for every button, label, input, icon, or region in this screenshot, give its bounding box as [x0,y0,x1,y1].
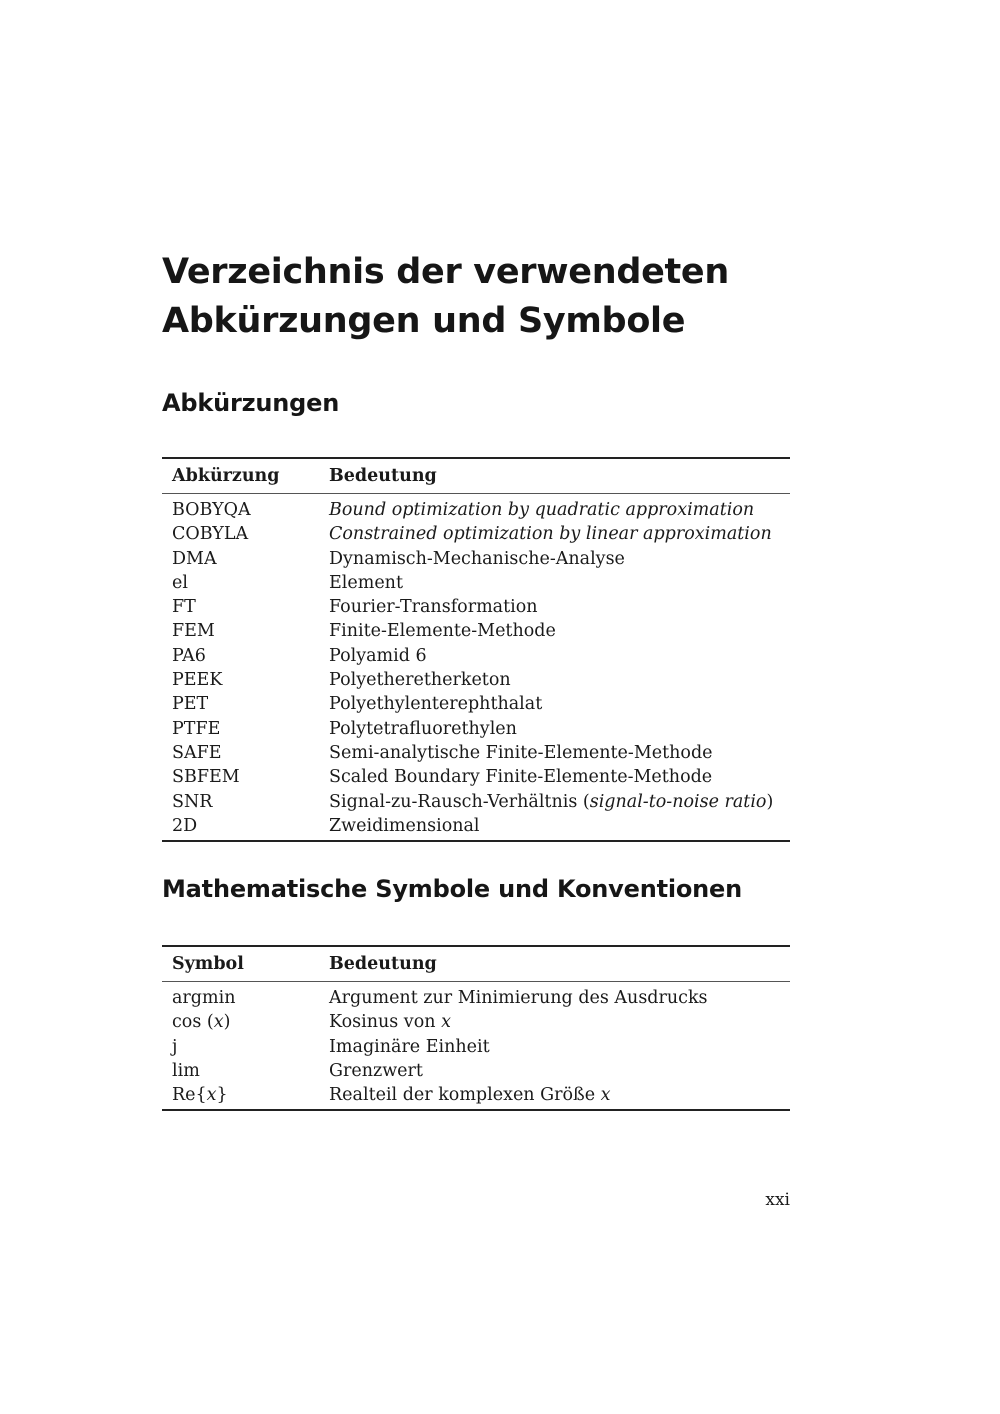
table-row [162,595,790,619]
column-header-symbol: Symbol [162,946,329,982]
meaning-variable: x [441,1012,451,1033]
abbreviation-cell: PTFE [172,718,221,739]
symbol-cell: lim [172,1060,200,1081]
abbreviation-cell: SBFEM [172,767,240,788]
abbreviation-cell: COBYLA [172,524,249,545]
meaning-cell [329,790,790,814]
meaning-cell: Zweidimensional [329,814,790,841]
meaning-cell: Grenzwert [329,1060,423,1081]
table-row [162,522,790,546]
abbreviations-table [162,457,790,842]
table-row [162,668,790,692]
meaning-cell: Bound optimization by quadratic approximation [329,500,755,520]
meaning-text-italic: signal-to-noise ratio [589,791,767,812]
abbreviation-cell: 2D [162,814,329,841]
symbol-cell [162,1010,329,1034]
abbreviation-cell: FT [172,597,196,618]
abbreviation-cell: SNR [172,791,213,812]
table-row [162,717,790,741]
table-row [162,741,790,765]
meaning-cell: Dynamisch-Mechanische-Analyse [329,548,625,569]
meaning-cell: Polyamid 6 [329,645,427,666]
column-header-meaning: Bedeutung [329,946,790,982]
symbol-cell [162,1083,329,1110]
meaning-cell: Constrained optimization by linear approximation [329,524,772,545]
table-row [162,1035,790,1059]
meaning-cell: Polytetrafluorethylen [329,718,517,739]
symbol-cell: j [172,1036,178,1057]
meaning-cell: Finite-Elemente-Methode [329,621,556,642]
meaning-cell: Polyetheretherketon [329,670,511,691]
column-header-meaning: Bedeutung [329,458,790,494]
section-heading-abbreviations: Abkürzungen [162,389,340,417]
symbol-cell: argmin [172,988,236,1008]
symbol-text: ) [223,1012,231,1033]
abbreviation-cell: PEEK [172,670,223,691]
table-row [162,814,790,841]
meaning-cell: Scaled Boundary Finite-Elemente-Methode [329,767,713,788]
chapter-title-line1: Verzeichnis der verwendeten [162,252,729,292]
table-row [162,1010,790,1034]
meaning-cell: Argument zur Minimierung des Ausdrucks [329,988,708,1008]
meaning-cell [329,1083,790,1110]
symbol-variable: x [206,1085,217,1106]
table-row [162,619,790,643]
meaning-cell: Polyethylenterephthalat [329,694,543,715]
meaning-text: ) [766,791,774,812]
table-row [162,547,790,571]
table-row [162,692,790,716]
table-header-row [162,946,790,982]
table-row [162,790,790,814]
table-row [162,765,790,789]
meaning-text: Kosinus von [329,1012,442,1033]
table-row [162,571,790,595]
table-row [162,1059,790,1083]
abbreviation-cell: PA6 [172,645,206,666]
table-header-row [162,458,790,494]
abbreviation-cell: BOBYQA [172,500,251,520]
table-row [162,494,790,523]
meaning-cell: Fourier-Transformation [329,597,538,618]
abbreviation-cell: FEM [172,621,215,642]
table-row [162,1083,790,1110]
meaning-cell: Element [329,572,403,593]
chapter-title [162,248,790,346]
symbol-text: } [216,1085,228,1106]
meaning-text: Signal-zu-Rausch-Verhältnis ( [329,791,590,812]
meaning-cell: Semi-analytische Finite-Elemente-Methode [329,742,713,763]
abbreviation-cell: SAFE [172,742,222,763]
abbreviation-cell: DMA [172,548,217,569]
abbreviation-cell: PET [172,694,209,715]
meaning-cell [329,1010,790,1034]
meaning-text: Realteil der komplexen Größe [329,1085,601,1106]
column-header-abbreviation: Abkürzung [162,458,329,494]
meaning-variable: x [600,1085,611,1106]
math-symbols-table [162,945,790,1111]
symbol-text: cos ( [172,1012,214,1033]
meaning-cell: Imaginäre Einheit [329,1036,490,1057]
symbol-text: Re{ [172,1085,207,1106]
abbreviation-cell: el [172,572,188,593]
symbol-variable: x [213,1012,224,1033]
section-heading-math-symbols: Mathematische Symbole und Konventionen [162,875,743,903]
table-row [162,982,790,1011]
table-row [162,644,790,668]
page-number: xxi [765,1190,790,1210]
chapter-title-line2: Abkürzungen und Symbole [162,301,686,341]
